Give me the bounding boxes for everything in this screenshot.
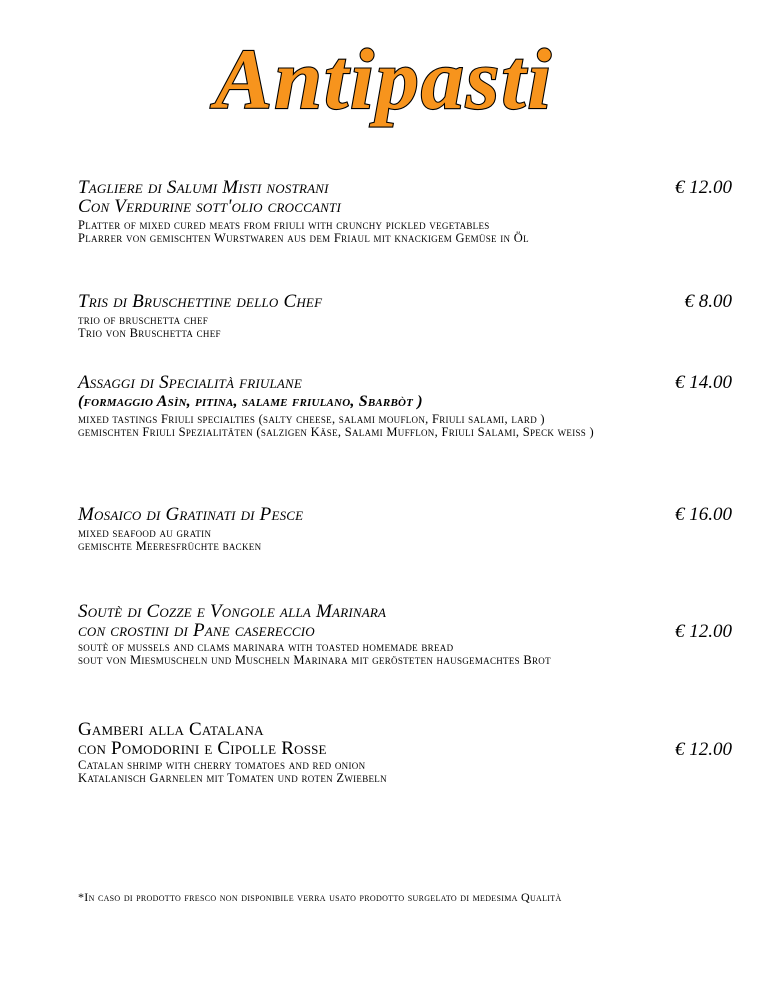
item-desc-de: sout von Miesmuscheln und Muscheln Marinara mit gerösteten hausgemachtes Brot bbox=[78, 653, 551, 667]
menu-item-gratinati bbox=[78, 504, 732, 553]
item-desc-en: mixed tastings Friuli specialties (salty cheese, salami mouflon, Friuli salami, lard ) bbox=[78, 412, 545, 426]
item-desc-de: gemischte Meeresfrüchte backen bbox=[78, 539, 262, 553]
item-price: € 12.00 bbox=[675, 177, 732, 198]
item-price: € 14.00 bbox=[675, 372, 732, 393]
item-name-line: Soutè di Cozze e Vongole alla Marinara bbox=[78, 601, 387, 622]
menu-item-soute bbox=[78, 601, 732, 667]
item-name-subline: (formaggio Asìn, pitina, salame friulano, Sbarbòt ) bbox=[78, 393, 423, 410]
item-desc-de: Plarrer von gemischten Wurstwaren aus dem Friaul mit knackigem Gemüse in Öl bbox=[78, 231, 529, 245]
item-desc-en: Catalan shrimp with cherry tomatoes and red onion bbox=[78, 758, 366, 772]
menu-item-bruschettine bbox=[78, 291, 732, 340]
item-desc-de: gemischten Friuli Spezialitäten (salzigen Käse, Salami Mufflon, Friuli Salami, Speck weiss ) bbox=[78, 425, 594, 439]
item-desc-en: Platter of mixed cured meats from friuli with crunchy pickled vegetables bbox=[78, 218, 490, 232]
item-price: € 12.00 bbox=[675, 739, 732, 760]
menu-title-text: Antipasti bbox=[214, 31, 554, 127]
item-desc-en: trio of bruschetta chef bbox=[78, 313, 209, 327]
item-name-line: con crostini di Pane casereccio bbox=[78, 620, 315, 641]
item-price: € 8.00 bbox=[684, 291, 732, 312]
menu-item-specialita bbox=[78, 372, 732, 439]
item-name-line: Tagliere di Salumi Misti nostrani bbox=[78, 177, 329, 198]
item-price: € 12.00 bbox=[675, 621, 732, 642]
footnote: *In caso di prodotto fresco non disponibile verra usato prodotto surgelato di medesima Qualità bbox=[78, 890, 562, 904]
item-name-line: Mosaico di Gratinati di Pesce bbox=[78, 504, 304, 525]
item-price: € 16.00 bbox=[675, 504, 732, 525]
menu-item-gamberi bbox=[78, 719, 732, 785]
item-name-line: Tris di Bruschettine dello Chef bbox=[78, 291, 323, 312]
item-desc-de: Katalanisch Garnelen mit Tomaten und roten Zwiebeln bbox=[78, 771, 387, 785]
menu-title-graphic bbox=[0, 28, 768, 148]
item-desc-de: Trio von Bruschetta chef bbox=[78, 326, 221, 340]
menu-item-salumi bbox=[78, 177, 732, 245]
item-desc-en: mixed seafood au gratin bbox=[78, 526, 212, 540]
item-name-line: Con Verdurine sott'olio croccanti bbox=[78, 196, 341, 217]
item-name-line: Gamberi alla Catalana bbox=[78, 719, 264, 740]
item-name-line: con Pomodorini e Cipolle Rosse bbox=[78, 738, 327, 759]
item-name-line: Assaggi di Specialità friulane bbox=[78, 372, 303, 393]
menu-title bbox=[0, 28, 768, 148]
item-desc-en: soutè of mussels and clams marinara with toasted homemade bread bbox=[78, 640, 454, 654]
